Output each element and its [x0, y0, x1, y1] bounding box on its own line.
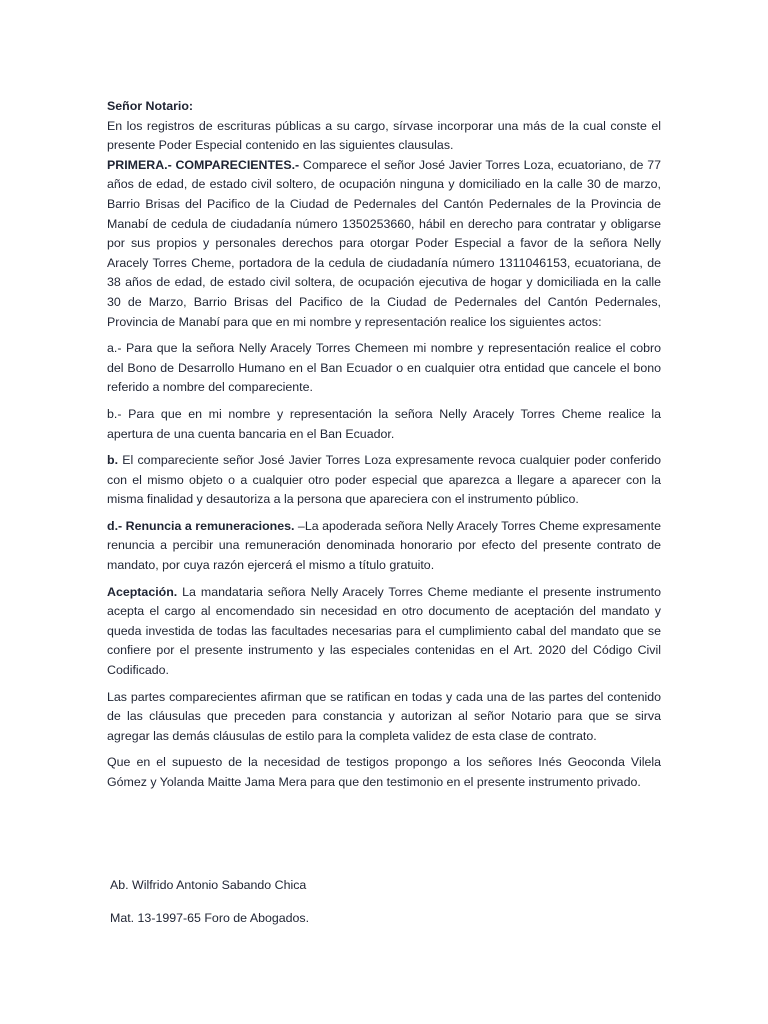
- clause-item-a: a.- Para que la señora Nelly Aracely Torres Chemeen mi nombre y representación realice el cobro del Bono de Desarrollo Humano en el Ban Ecuador o en cualquier otra entidad que cancele el bono referido a nombre del compareciente.: [107, 341, 661, 395]
- clause-item-d-lead: d.- Renuncia a remuneraciones.: [107, 518, 295, 533]
- clause-item-d: [107, 517, 661, 576]
- document-body: [107, 97, 661, 793]
- signature-block: [110, 876, 610, 942]
- clause-primera-lead: PRIMERA.- COMPARECIENTES.-: [107, 157, 300, 172]
- greeting: Señor Notario:: [107, 99, 194, 113]
- signature-name: Ab. Wilfrido Antonio Sabando Chica: [110, 878, 307, 892]
- clause-primera-text: Comparece el señor José Javier Torres Loza, ecuatoriano, de 77 años de edad, de estado civil soltero, de ocupación ninguna y domiciliado en la calle 30 de marzo, Barrio Brisas del Pacifico de la Ciudad de Pedernales del Cantón Pedernales de la Provincia de Manabí de cedula de ciudadanía número 1350253660, hábil en derecho para contratar y obligarse por sus propios y personales derechos para otorgar Poder Especial a favor de la señora Nelly Aracely Torres Cheme, portadora de la cedula de ciudadanía número 1311046153, ecuatoriana, de 38 años de edad, de estado civil soltera, de ocupación ejecutiva de hogar y domiciliada en la calle 30 de Marzo, Barrio Brisas del Pacifico de la Ciudad de Pedernales del Cantón Pedernales, Provincia de Manabí para que en mi nombre y representación realice los siguientes actos:: [107, 157, 661, 329]
- clause-partes: Las partes comparecientes afirman que se ratifican en todas y cada una de las partes del contenido de las cláusulas que preceden para constancia y autorizan al señor Notario para que se sirva agregar las demás cláusulas de estilo para la completa validez de esta clase de contrato.: [107, 689, 661, 743]
- clause-primera: [107, 156, 661, 332]
- intro-paragraph: En los registros de escrituras públicas a su cargo, sírvase incorporar una más de la cual conste el presente Poder Especial contenido en las siguientes clausulas.: [107, 118, 661, 153]
- signature-registration: Mat. 13-1997-65 Foro de Abogados.: [110, 911, 310, 925]
- clause-item-b: b.- Para que en mi nombre y representación la señora Nelly Aracely Torres Cheme realice la apertura de una cuenta bancaria en el Ban Ecuador.: [107, 406, 661, 441]
- clause-aceptacion: [107, 583, 661, 681]
- clause-item-b-revocation-text: El compareciente señor José Javier Torres Loza expresamente revoca cualquier poder conferido con el mismo objeto o a cualquier otro poder especial que aparezca a llegare a aparecer con la misma finalidad y desautoriza a la persona que apareciera con el instrumento público.: [107, 453, 661, 507]
- clause-aceptacion-lead: Aceptación.: [107, 584, 178, 599]
- clause-item-d-text: –La apoderada señora Nelly Aracely Torres Cheme expresamente renuncia a percibir una remuneración denominada honorario por efecto del presente contrato de mandato, por cuya razón ejercerá el mismo a título gratuito.: [107, 518, 661, 573]
- clause-item-b-revocation: [107, 451, 661, 510]
- clause-aceptacion-text: La mandataria señora Nelly Aracely Torres Cheme mediante el presente instrumento acepta el cargo al encomendado sin necesidad en otro documento de aceptación del mandato y queda investida de todas las facultades necesarias para el cumplimiento cabal del mandato que se confiere por el presente instrumento y las especiales contenidas en el Art. 2020 del Código Civil Codificado.: [107, 584, 661, 678]
- clause-testigos: Que en el supuesto de la necesidad de testigos propongo a los señores Inés Geoconda Vilela Gómez y Yolanda Maitte Jama Mera para que den testimonio en el presente instrumento privado.: [107, 755, 661, 789]
- clause-item-b-revocation-lead: b.: [107, 453, 119, 468]
